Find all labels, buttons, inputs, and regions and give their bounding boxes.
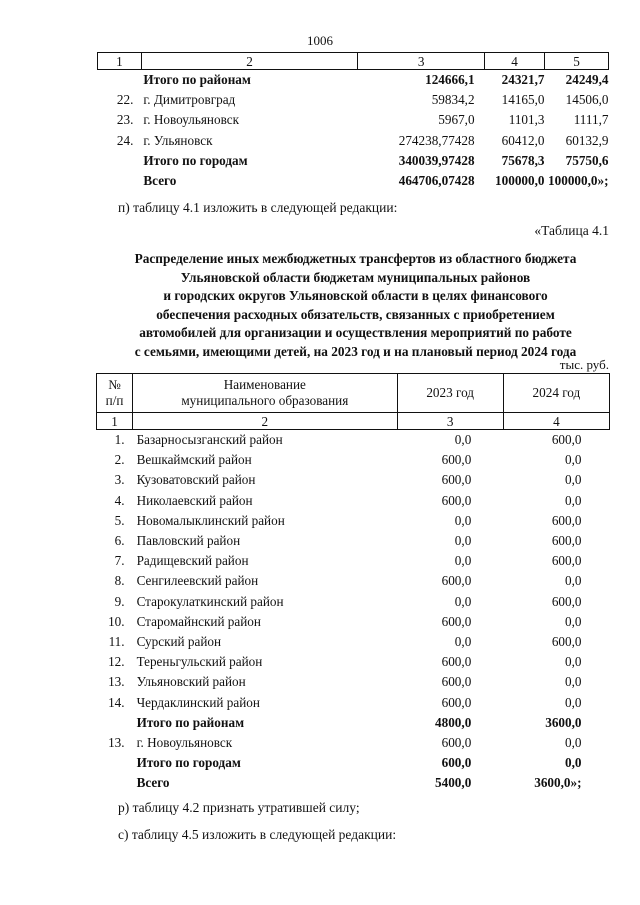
row-name: Радищевский район — [136, 553, 249, 569]
title-line: с семьями, имеющими детей, на 2023 год и на плановый период 2024 года — [134, 343, 577, 359]
row-value-2023: 0,0 — [454, 533, 472, 549]
paragraph-p: п) таблицу 4.1 изложить в следующей редакции: — [118, 200, 398, 215]
column-index: 3 — [358, 53, 485, 70]
row-number: 2. — [114, 452, 125, 468]
row-value-2023: 600,0 — [441, 492, 472, 508]
column-index: 1 — [98, 53, 142, 70]
row-value-col4: 75678,3 — [501, 152, 545, 168]
table-row — [97, 592, 610, 612]
row-value-col3: 59834,2 — [431, 92, 475, 108]
row-value-2024: 600,0 — [551, 593, 582, 609]
row-value-2023: 600,0 — [441, 694, 472, 710]
row-number: 13. — [108, 734, 125, 750]
row-value-2023: 600,0 — [441, 613, 472, 629]
row-value-2024: 3600,0 — [545, 714, 582, 730]
row-name: Старомайнский район — [136, 613, 261, 629]
row-value-col3: 340039,97428 — [398, 152, 475, 168]
row-value-2023: 600,0 — [441, 755, 472, 771]
row-number: 4. — [114, 492, 125, 508]
column-index: 3 — [397, 413, 503, 430]
row-number: 23. — [116, 112, 134, 128]
row-value-col5: 1111,7 — [573, 112, 609, 128]
row-value-2024: 0,0 — [565, 452, 582, 468]
row-number: 14. — [108, 694, 125, 710]
header-name — [133, 374, 398, 413]
total-row — [98, 171, 609, 191]
row-value-col4: 1101,3 — [508, 112, 545, 128]
title-line: и городских округов Ульяновской области в целях финансового — [163, 288, 548, 304]
row-value-2024: 0,0 — [565, 492, 582, 508]
row-number: 7. — [114, 553, 125, 569]
row-value-2023: 600,0 — [441, 654, 472, 670]
table-label: «Таблица 4.1 — [534, 223, 609, 238]
column-index: 1 — [97, 413, 133, 430]
row-number: 10. — [108, 613, 125, 629]
row-name: Ульяновский район — [136, 674, 246, 690]
row-number: 13. — [108, 674, 125, 690]
row-value-2024: 0,0 — [565, 613, 582, 629]
title-line: обеспечения расходных обязательств, связанных с приобретением — [156, 306, 555, 322]
row-number: 12. — [108, 654, 125, 670]
row-name: Сенгилеевский район — [136, 573, 259, 589]
row-value-col4: 14165,0 — [501, 92, 545, 108]
row-value-col4: 24321,7 — [501, 72, 545, 88]
row-number — [97, 753, 133, 773]
row-value-2024: 3600,0»; — [534, 775, 582, 791]
header-name-line: Наименование — [223, 377, 306, 392]
header-number-line: п/п — [105, 393, 124, 408]
table-index-row — [97, 413, 610, 430]
row-name: Старокулаткинский район — [136, 593, 284, 609]
total-row — [97, 713, 610, 733]
row-name: г. Новоульяновск — [143, 112, 239, 128]
header-2024: 2024 год — [503, 374, 609, 413]
row-name: Итого по районам — [143, 72, 251, 88]
row-number — [98, 151, 142, 171]
table-title — [98, 250, 613, 362]
row-number: 3. — [114, 472, 125, 488]
row-value-2023: 600,0 — [441, 472, 472, 488]
row-name: г. Новоульяновск — [136, 734, 233, 750]
row-number: 6. — [114, 533, 125, 549]
row-name: Итого по районам — [136, 714, 245, 730]
row-number — [97, 713, 133, 733]
column-index: 4 — [503, 413, 609, 430]
title-line: автомобилей для организации и осуществления мероприятий по работе — [139, 325, 572, 341]
table-row — [97, 551, 610, 571]
row-name: Базарносызганский район — [136, 432, 283, 448]
table-index-row — [98, 53, 609, 70]
row-number: 24. — [116, 132, 134, 148]
row-name: г. Димитровград — [143, 92, 236, 108]
table-row — [97, 571, 610, 591]
row-value-2024: 600,0 — [551, 553, 582, 569]
total-row — [98, 151, 609, 171]
table-row — [97, 632, 610, 652]
header-name-line: муниципального образования — [181, 393, 349, 408]
row-value-col3: 274238,77428 — [398, 132, 475, 148]
row-name: Новомалыклинский район — [136, 512, 285, 528]
row-value-2024: 600,0 — [551, 633, 582, 649]
title-line: Распределение иных межбюджетных трансфертов из областного бюджета — [134, 251, 577, 266]
row-value-col3: 124666,1 — [425, 72, 475, 88]
total-row — [97, 773, 610, 793]
row-value-2023: 0,0 — [454, 432, 472, 448]
paragraph-r: р) таблицу 4.2 признать утратившей силу; — [118, 800, 360, 815]
row-value-col3: 464706,07428 — [398, 173, 475, 189]
row-number: 5. — [114, 512, 125, 528]
row-value-2023: 600,0 — [441, 452, 472, 468]
total-row — [97, 753, 610, 773]
row-name: Кузоватовский район — [136, 472, 256, 488]
row-value-2024: 0,0 — [565, 734, 582, 750]
row-name: Вешкаймский район — [136, 452, 252, 468]
page-number: 1006 — [307, 33, 333, 48]
table-row — [97, 450, 610, 470]
header-number — [97, 374, 133, 413]
row-name: Сурский район — [136, 633, 222, 649]
row-name: Павловский район — [136, 533, 241, 549]
row-number — [97, 773, 133, 793]
row-number — [98, 70, 142, 91]
row-value-col4: 100000,0 — [495, 173, 545, 189]
row-value-col5: 60132,9 — [565, 132, 609, 148]
table-row — [97, 612, 610, 632]
total-row — [98, 70, 609, 91]
row-value-2024: 0,0 — [565, 654, 582, 670]
table-row — [98, 110, 609, 130]
row-name: Итого по городам — [143, 152, 248, 168]
row-value-2023: 0,0 — [454, 633, 472, 649]
row-value-2023: 600,0 — [441, 573, 472, 589]
row-number — [98, 171, 142, 191]
row-number: 11. — [108, 633, 125, 649]
paragraph-s: с) таблицу 4.5 изложить в следующей редакции: — [118, 827, 397, 842]
table-row — [98, 90, 609, 110]
transfer-table — [96, 373, 610, 793]
row-name: Николаевский район — [136, 492, 253, 508]
transfer-table-continuation — [97, 52, 609, 191]
row-value-2023: 0,0 — [454, 553, 472, 569]
row-name: Всего — [143, 173, 177, 189]
row-value-2024: 0,0 — [565, 694, 582, 710]
table-row — [97, 692, 610, 712]
table-row — [98, 131, 609, 151]
column-index: 2 — [133, 413, 398, 430]
row-value-2024: 600,0 — [551, 533, 582, 549]
row-value-2024: 600,0 — [551, 512, 582, 528]
row-name: Всего — [136, 775, 170, 791]
row-value-col4: 60412,0 — [501, 132, 545, 148]
title-line: Ульяновской области бюджетам муниципальных районов — [180, 269, 531, 285]
row-value-2023: 600,0 — [441, 674, 472, 690]
header-number-line: № — [108, 377, 121, 392]
row-value-col3: 5967,0 — [438, 112, 475, 128]
row-value-2023: 0,0 — [454, 593, 472, 609]
row-number: 22. — [116, 92, 134, 108]
row-name: Тереньгульский район — [136, 654, 263, 670]
table-row — [97, 733, 610, 753]
row-value-2024: 0,0 — [565, 755, 582, 771]
table-row — [97, 491, 610, 511]
table-row — [97, 470, 610, 490]
row-number: 1. — [114, 432, 125, 448]
row-value-2024: 0,0 — [565, 472, 582, 488]
table-row — [97, 672, 610, 692]
table-row — [97, 511, 610, 531]
table-row — [97, 430, 610, 451]
row-name: Чердаклинский район — [136, 694, 260, 710]
row-name: г. Ульяновск — [143, 132, 213, 148]
column-index: 2 — [141, 53, 357, 70]
row-value-col5: 14506,0 — [565, 92, 609, 108]
row-value-2024: 0,0 — [565, 573, 582, 589]
row-number: 9. — [114, 593, 125, 609]
unit-label: тыс. руб. — [559, 357, 609, 372]
row-value-col5: 75750,6 — [565, 152, 609, 168]
table-row — [97, 652, 610, 672]
row-value-2023: 5400,0 — [435, 775, 472, 791]
row-number: 8. — [114, 573, 125, 589]
row-value-2023: 600,0 — [441, 734, 472, 750]
row-name: Итого по городам — [136, 755, 241, 771]
row-value-2024: 0,0 — [565, 674, 582, 690]
row-value-col5: 100000,0»; — [548, 173, 609, 189]
row-value-2023: 4800,0 — [435, 714, 472, 730]
table-row — [97, 531, 610, 551]
table-header-row — [97, 374, 610, 413]
row-value-2024: 600,0 — [551, 432, 582, 448]
row-value-2023: 0,0 — [454, 512, 472, 528]
row-value-col5: 24249,4 — [565, 72, 609, 88]
column-index: 4 — [485, 53, 545, 70]
header-2023: 2023 год — [397, 374, 503, 413]
column-index: 5 — [545, 53, 609, 70]
